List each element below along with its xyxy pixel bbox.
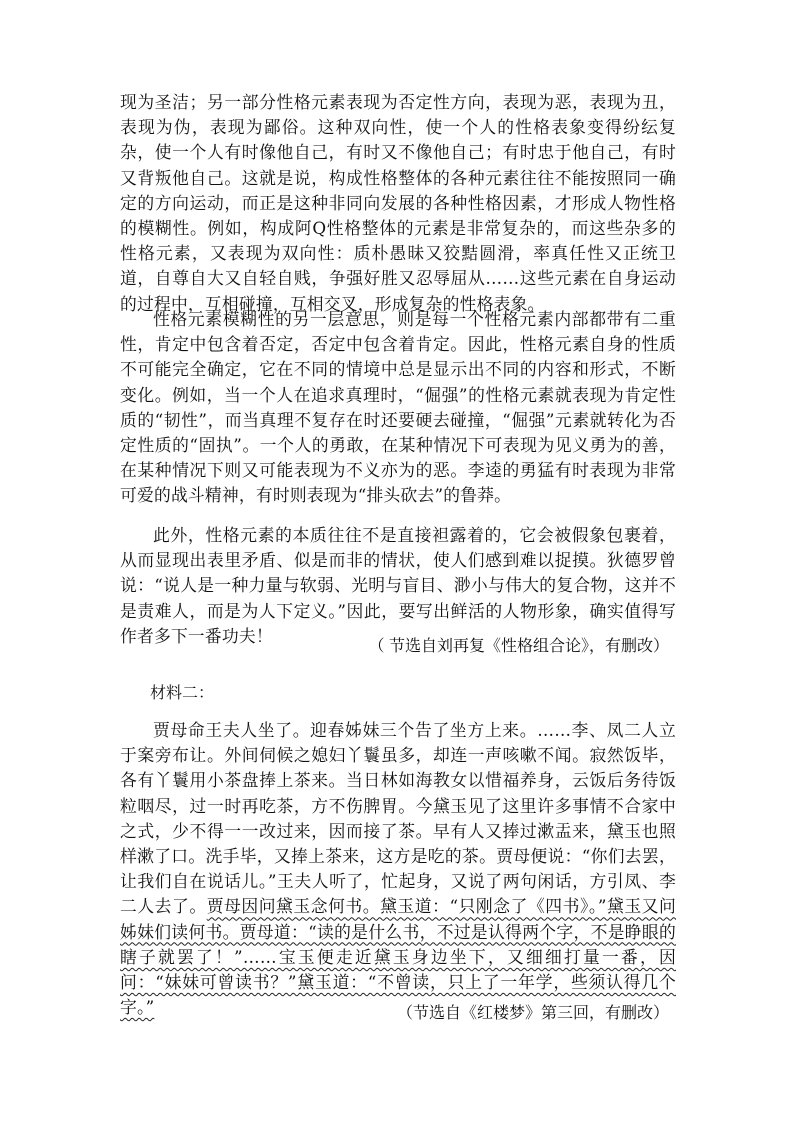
material1-source-citation: （ 节选自刘再复《性格组合论》，有删改） <box>368 638 669 655</box>
material1-paragraph-2: 性格元素模糊性的另一层意思，则是每一个性格元素内部都带有二重性，肯定中包含着否定，否定中包含着肯定。因此，性格元素自身的性质不可能完全确定，它在不同的情境中总是显示出不同的内容和形式，不断变化。例如，当一个人在追求真理时，“倔强”的性格元素就表现为肯定性质的“韧性”，而当真理不复存在时还要硬去碰撞，“倔强”元素就转化为否定性质的“固执”。一个人的勇敢，在某种情况下可表现为见义勇为的善，在某种情况下则又可能表现为不义亦为的恶。李逵的勇猛有时表现为非常可爱的战斗精神，有时则表现为“排头砍去”的鲁莽。 <box>120 309 676 506</box>
material2-label: 材料二： <box>150 685 215 702</box>
material1-paragraph-1: 现为圣洁；另一部分性格元素表现为否定性方向，表现为恶，表现为丑，表现为伪，表现为鄙俗。这种双向性，使一个人的性格表象变得纷纭复杂，使一个人有时像他自己，有时又不像他自己；有时忠于他自己，有时又背叛他自己。这就是说，构成性格整体的各种元素往往不能按照同一确定的方向运动，而正是这种非同向发展的各种性格因素，才形成人物性格的模糊性。例如，构成阿Q性格整体的元素是非常复杂的，而这些杂多的性格元素，又表现为双向性：质朴愚昧又狡黠圆滑，率真任性又正统卫道，自尊自大又自轻自贱，争强好胜又忍辱屈从……这些元素在自身运动的过程中，互相碰撞，互相交叉，形成复杂的性格表象。 <box>120 92 676 314</box>
material2-paragraph <box>120 718 676 1020</box>
material2-underlined-text: 贾母因问黛玉念何书。黛玉道：“只刚念了《四书》。”黛玉又问姊妹们读何书。贾母道：“读的是什么书，不过是认得两个字，不是睁眼的瞎子就罢了！”……宝玉便走近黛玉身边坐下，又细细打量一番，因问：“妹妹可曾读书？”黛玉道：“不曾读，只上了一年学，些须认得几个字。” <box>120 896 676 1018</box>
material2-source-citation: （节选自《红楼梦》第三回，有删改） <box>396 1005 669 1022</box>
material2-text: 贾母命王夫人坐了。迎春姊妹三个告了坐方上来。……李、凤二人立于案旁布让。外间伺候之媳妇丫鬟虽多，却连一声咳嗽不闻。寂然饭毕，各有丫鬟用小茶盘捧上茶来。当日林如海教女以惜福养身，云饭后务待饭粒咽尽，过一时再吃茶，方不伤脾胃。今黛玉见了这里许多事情不合家中之式，少不得一一改过来，因而接了茶。早有人又捧过漱盂来，黛玉也照样漱了口。洗手毕，又捧上茶来，这方是吃的茶。贾母便说：“你们去罢，让我们自在说话儿。”王夫人听了，忙起身，又说了两句闲话，方引凤、李二人去了。 <box>120 720 676 917</box>
material1-paragraph-3: 此外，性格元素的本质往往不是直接袒露着的，它会被假象包裹着，从而显现出表里矛盾、似是而非的情状，使人们感到难以捉摸。狄德罗曾说：“说人是一种力量与软弱、光明与盲目、渺小与伟大的复合物，这并不是责难人，而是为人下定义。”因此，要写出鲜活的人物形象，确实值得写作者多下一番功夫！ <box>120 525 676 646</box>
